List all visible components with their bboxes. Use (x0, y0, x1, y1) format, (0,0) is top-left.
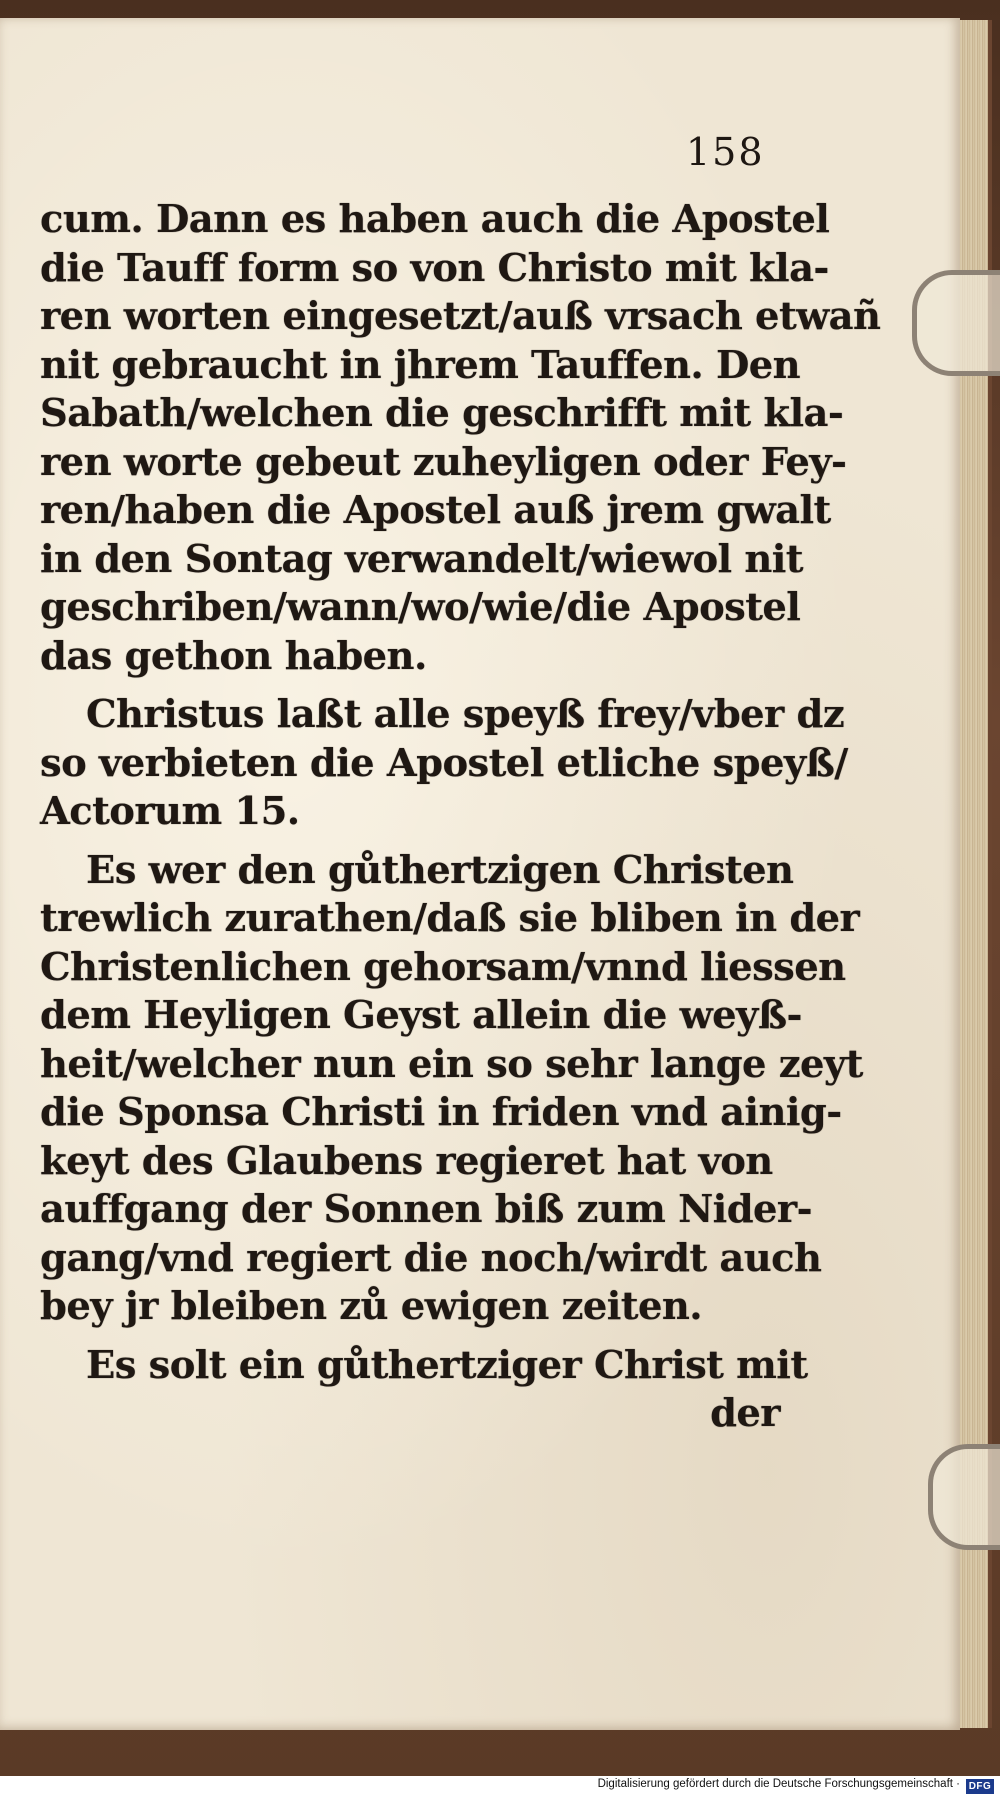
text-line: Es solt ein gůthertziger Christ mit (86, 1342, 808, 1388)
text-line: nit gebraucht in jhrem Tauffen. Den (40, 342, 801, 388)
text-line: bey jr bleiben zů ewigen zeiten. (40, 1284, 703, 1329)
text-line: so verbieten die Apostel etliche speyß/ (40, 740, 848, 786)
text-line: ren worte gebeut zuheyligen oder Fey- (40, 439, 847, 485)
text-line: gang/vnd regiert die noch/wirdt auch (40, 1235, 822, 1281)
text-line: Actorum 15. (40, 789, 300, 834)
text-line: ren/haben die Apostel auß jrem gwalt (40, 488, 831, 533)
text-line: dem Heyligen Geyst allein die weyß- (40, 993, 802, 1038)
text-line: Christenlichen gehorsam/vnnd liessen (40, 944, 846, 990)
clip-tab-upper (912, 270, 1000, 376)
text-block (40, 196, 881, 1439)
clip-tab-lower (928, 1444, 1000, 1550)
text-line: ren worten eingesetzt/auß vrsach etwañ (40, 294, 881, 339)
text-line: die Tauff form so von Christo mit kla- (40, 245, 829, 291)
text-line: das gethon haben. (40, 633, 427, 679)
text-line: trewlich zurathen/daß sie bliben in der (40, 896, 860, 941)
catchword: der (710, 1391, 780, 1436)
text-line: Christus laßt alle speyß frey/vber dz (86, 692, 845, 737)
digitization-footer (0, 1776, 1000, 1798)
text-line: Sabath/welchen die geschrifft mit kla- (40, 391, 844, 436)
text-line: geschriben/wann/wo/wie/die Apostel (40, 585, 801, 630)
text-line: Es wer den gůthertzigen Christen (86, 847, 794, 893)
text-line: in den Sontag verwandelt/wiewol nit (40, 536, 803, 582)
text-line: heit/welcher nun ein so sehr lange zeyt (40, 1041, 863, 1087)
book-page (0, 18, 960, 1730)
dfg-logo: DFG (966, 1779, 994, 1794)
text-line: auffgang der Sonnen biß zum Nider- (40, 1187, 812, 1232)
page-number: 158 (686, 130, 765, 174)
funding-credit: Digitalisierung gefördert durch die Deutsche Forschungsgemeinschaft · (597, 1778, 960, 1790)
text-line: cum. Dann es haben auch die Apostel (40, 197, 830, 242)
text-line: die Sponsa Christi in friden vnd ainig- (40, 1090, 842, 1135)
text-line: keyt des Glaubens regieret hat von (40, 1138, 773, 1184)
